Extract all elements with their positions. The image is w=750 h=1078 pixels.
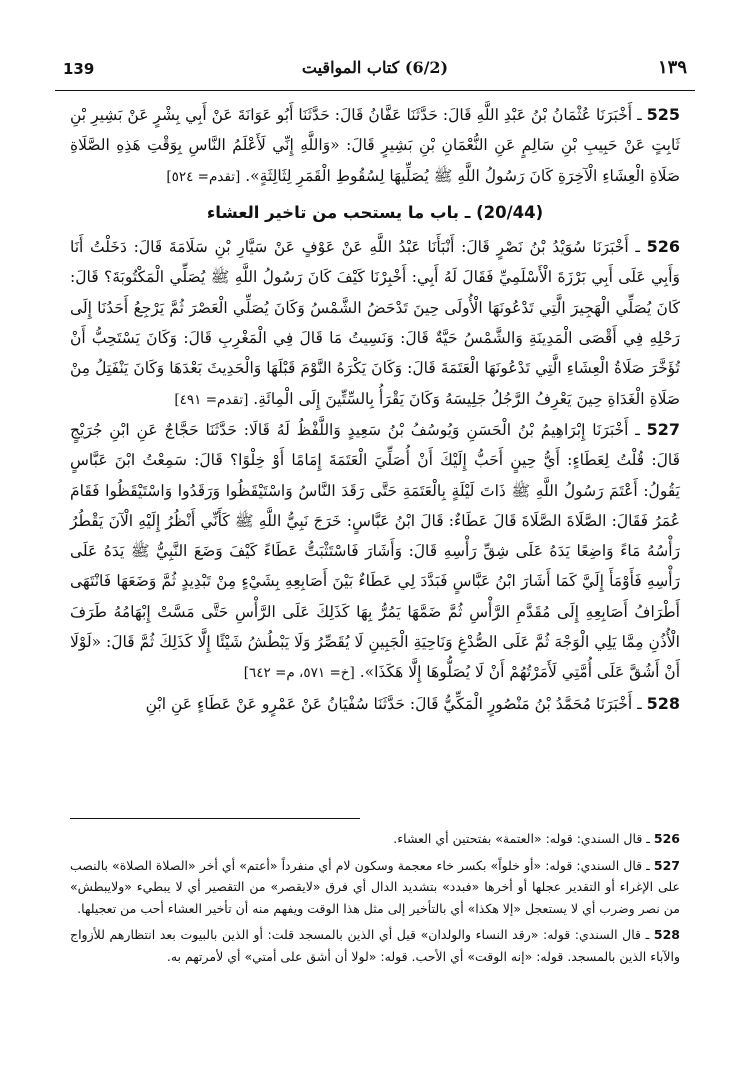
- hadith-text: ـ أَخْبَرَنَا إِبْرَاهِيمُ بْنُ الْحَسَنِ وَيُوسُفُ بْنُ سَعِيدٍ وَاللَّفْظُ لَهُ قَالَا: حَدَّثَنَا حَجَّاجٌ عَنِ ابْنِ جُرَيْجٍ قَالَ: قُلْتُ لِعَطَاءٍ: أَيُّ حِينٍ أَحَبُّ إِلَيْكَ أَنْ أُصَلِّيَ الْعَتَمَةَ إِمَامًا أَوْ خِلْوًا؟ قَالَ: سَمِعْتُ ابْنَ عَبَّاسٍ يَقُولُ: أَعْتَمَ رَسُولُ اللَّهِ ﷺ ذَاتَ لَيْلَةٍ بِالْعَتَمَةِ حَتَّى رَقَدَ النَّاسُ وَاسْتَيْقَظُوا وَرَقَدُوا وَاسْتَيْقَظُوا فَقَامَ عُمَرُ فَقَالَ: الصَّلَاةَ الصَّلَاةَ قَالَ عَطَاءٌ: قَالَ ابْنُ عَبَّاسٍ: خَرَجَ نَبِيُّ اللَّهِ ﷺ كَأَنِّي أَنْظُرُ إِلَيْهِ الْآنَ يَقْطُرُ رَأْسُهُ مَاءً وَاضِعًا يَدَهُ عَلَى شِقِّ رَأْسِهِ قَالَ: وَأَشَارَ فَاسْتَثْبَتُّ عَطَاءً كَيْفَ وَضَعَ النَّبِيُّ ﷺ يَدَهُ عَلَى رَأْسِهِ فَأَوْمَأَ إِلَيَّ كَمَا أَشَارَ ابْنُ عَبَّاسٍ فَبَدَّدَ لِي عَطَاءٌ بَيْنَ أَصَابِعِهِ بِشَيْءٍ مِنْ تَبْدِيدٍ ثُمَّ وَضَعَهَا فَانْتَهَى أَطْرَافُ أَصَابِعِهِ إِلَى مُقَدَّمِ الرَّأْسِ ثُمَّ ضَمَّهَا يَمُرُّ بِهَا كَذَلِكَ عَلَى الرَّأْسِ حَتَّى مَسَّتْ إِبْهَامُهُ طَرَفَ الْأُذُنِ مِمَّا يَلِي الْوَجْهَ ثُمَّ عَلَى الصُّدْغِ وَنَاحِيَةِ الْجَبِينِ لَا يُقَصِّرُ وَلَا يَبْطُشُ شَيْئًا إِلَّا كَذَلِكَ ثُمَّ قَالَ: «لَوْلَا أَنْ أَشُقَّ عَلَى أُمَّتِي لَأَمَرْتُهُمْ أَنْ لَا يُصَلُّوهَا إِلَّا هَكَذَا».: [70, 420, 680, 682]
- footnote-number: 527: [653, 857, 680, 873]
- hadith-reference: [تقدم= ٥٢٤]: [166, 168, 241, 185]
- footnote-text: ـ قال السندي: قوله: «العتمة» بفتحتين أي العشاء.: [393, 831, 654, 846]
- hadith-525: [70, 100, 680, 192]
- hadith-reference: [تقدم= ٤٩١]: [174, 391, 249, 408]
- footnote-number: 528: [653, 927, 680, 942]
- hadith-number: 526: [646, 237, 680, 257]
- footnote-text: ـ قال السندي: قوله: «رقد النساء والولدان» قيل أي الذين بالمسجد قلت: أو الذين بالبيوت بعد انتظارهم للأزواج والآباء الذين بالمسجد. قوله: «إنه الوقت» أي الأحب. قوله: «لولا أن أشق على أمتي» أي لأمرتهم به.: [70, 927, 680, 964]
- hadith-528: [70, 689, 680, 719]
- chapter-heading: (20/44) ـ باب ما يستحب من تاخير العشاء: [206, 202, 544, 222]
- hadith-number: 527: [646, 419, 680, 439]
- page-number-latin: 139: [63, 60, 95, 78]
- footnote-number: 526: [653, 831, 680, 846]
- hadith-text: ـ أَخْبَرَنَا مُحَمَّدُ بْنُ مَنْصُورٍ الْمَكِّيُّ قَالَ: حَدَّثَنَا سُفْيَانُ عَنْ عَمْرٍو عَنْ عَطَاءٍ عَنِ ابْنِ: [145, 694, 647, 713]
- hadith-526: [70, 232, 680, 415]
- footnote-divider: [70, 818, 360, 819]
- footnote-528: [70, 924, 680, 967]
- footnote-527: [70, 855, 680, 920]
- footnote-text: ـ قال السندي: قوله: «أو خلواً» بكسر خاء معجمة وسكون لام أي منفرداً «أعتم» أي أخر «الصلاة الصلاة» بالنصب على الإغراء أو التقدير عجلها أو أخرها «فبدد» بتشديد الدال أي فرق «لايقصر» من التقصير أي لا يبطيء «ولايبطش» من نصر وضرب أي لا يستعجل «إلا هكذا» أي بالتأخير إلى مثل هذا الوقت ويفهم منه أن تأخير العشاء أحب من تعجيلها.: [70, 857, 680, 916]
- page-number-arabic: ١٣٩: [657, 57, 687, 78]
- page-header: [55, 52, 695, 91]
- main-text: [70, 100, 680, 719]
- hadith-number: 528: [646, 693, 680, 713]
- book-title: (6/2) كتاب المواقيت: [301, 58, 449, 77]
- hadith-text: ـ أَخْبَرَنَا سُوَيْدُ بْنُ نَصْرٍ قَالَ: أَنْبَأَنَا عَبْدُ اللَّهِ عَنْ عَوْفٍ عَنْ سَيَّارِ بْنِ سَلَامَةَ قَالَ: دَخَلْتُ أَنَا وَأَبِي عَلَى أَبِي بَرْزَةَ الْأَسْلَمِيِّ فَقَالَ لَهُ أَبِي: أَخْبِرْنَا كَيْفَ كَانَ رَسُولُ اللَّهِ ﷺ يُصَلِّي الْمَكْتُوبَةَ؟ قَالَ: كَانَ يُصَلِّي الْهَجِيرَ الَّتِي تَدْعُونَهَا الْأُولَى حِينَ تَدْحَضُ الشَّمْسُ وَكَانَ يُصَلِّي الْعَصْرَ ثُمَّ يَرْجِعُ أَحَدُنَا إِلَى رَحْلِهِ فِي أَقْصَى الْمَدِينَةِ وَالشَّمْسُ حَيَّةٌ قَالَ: وَنَسِيتُ مَا قَالَ فِي الْمَغْرِبِ قَالَ: وَكَانَ يَسْتَحِبُّ أَنْ تُؤَخَّرَ صَلَاةُ الْعِشَاءِ الَّتِي تَدْعُونَهَا الْعَتَمَةَ قَالَ: وَكَانَ يَكْرَهُ النَّوْمَ قَبْلَهَا وَالْحَدِيثَ بَعْدَهَا وَكَانَ يَنْفَتِلُ مِنْ صَلَاةِ الْغَدَاةِ حِينَ يَعْرِفُ الرَّجُلُ جَلِيسَهُ وَكَانَ يَقْرَأُ بِالسِّتِّينَ إِلَى الْمِائَةِ.: [70, 238, 680, 408]
- hadith-527: [70, 415, 680, 689]
- hadith-text: ـ أَخْبَرَنَا عُثْمَانُ بْنُ عَبْدِ اللَّهِ قَالَ: حَدَّثَنَا عَفَّانُ قَالَ: حَدَّثَنَا أَبُو عَوَانَةَ عَنْ أَبِي بِشْرٍ عَنْ بَشِيرِ بْنِ ثَابِتٍ عَنْ حَبِيبِ بْنِ سَالِمٍ عَنِ النُّعْمَانِ بْنِ بَشِيرٍ قَالَ: «وَاللَّهِ إِنِّي لَأَعْلَمُ النَّاسِ بِوَقْتِ هَذِهِ الصَّلَاةِ صَلَاةِ الْعِشَاءِ الْآخِرَةِ كَانَ رَسُولُ اللَّهِ ﷺ يُصَلِّيهَا لِسُقُوطِ الْقَمَرِ لِثَالِثَةٍ».: [70, 106, 680, 185]
- hadith-reference: [خ= ٥٧١، م= ٦٤٢]: [243, 665, 355, 682]
- footnotes: [70, 828, 680, 972]
- footnote-526: [70, 828, 680, 850]
- hadith-number: 525: [646, 105, 680, 124]
